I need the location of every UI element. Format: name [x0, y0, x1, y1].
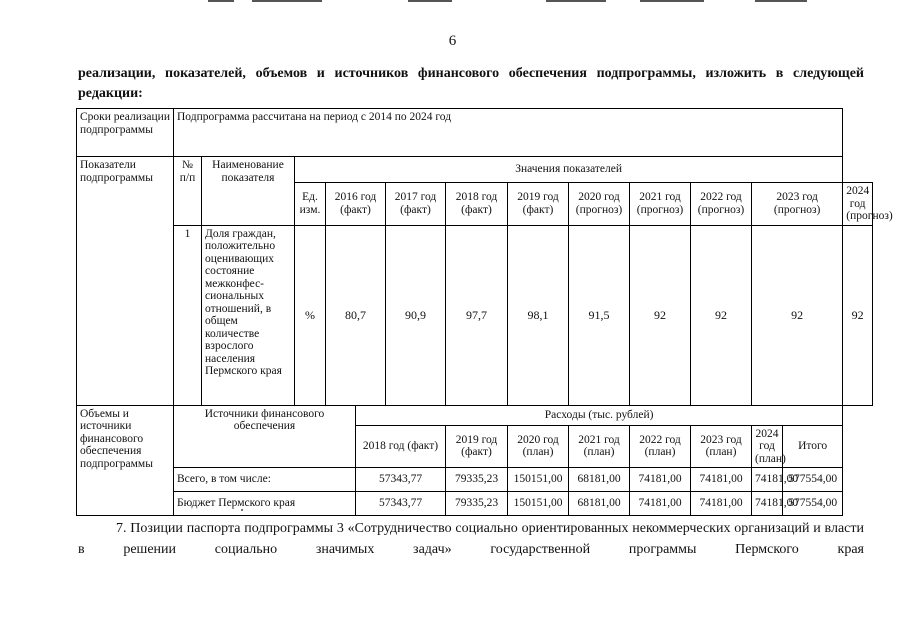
- finance-header-row: [77, 405, 873, 425]
- indicator-value: 98,1: [508, 225, 569, 405]
- indicator-value: 92: [691, 225, 752, 405]
- finance-value: 577554,00: [783, 492, 843, 516]
- finance-value: 150151,00: [508, 468, 569, 492]
- finance-value: 577554,00: [783, 468, 843, 492]
- bottom-paragraph: 7. Позиции паспорта подпрограммы 3 «Сотрудничество социально ориентированных некоммерческих организаций и власти в решении социально значимых задач» государственной программы Пермского края: [78, 521, 864, 557]
- finance-year-header: Итого: [783, 425, 843, 468]
- finance-value: 74181,00: [630, 492, 691, 516]
- finance-value: 74181,00: [752, 468, 783, 492]
- finance-year-header: 2020 год (план): [508, 425, 569, 468]
- finance-year-header: 2021 год (план): [569, 425, 630, 468]
- indicator-value: 92: [630, 225, 691, 405]
- scan-top-marks: [0, 0, 905, 3]
- finance-source: Всего, в том числе:: [174, 468, 356, 492]
- year-header: 2020 год (прогноз): [569, 183, 630, 226]
- values-header: Значения показателей: [295, 157, 843, 183]
- finance-label: Объемы и источники финансового обеспечения подпрограммы: [77, 405, 174, 516]
- year-header: 2024 год (прогноз): [843, 183, 873, 226]
- indicator-unit: %: [295, 225, 326, 405]
- expenses-header: Расходы (тыс. рублей): [356, 405, 843, 425]
- indicator-name: Доля граждан, положительно оценивающих состояние межконфес-сиональных отношений, в общем количестве взрослого населения Пермского края: [202, 225, 295, 405]
- indicator-value: 92: [843, 225, 873, 405]
- year-header: 2019 год (факт): [508, 183, 569, 226]
- finance-year-header: 2022 год (план): [630, 425, 691, 468]
- year-header: 2018 год (факт): [446, 183, 508, 226]
- unit-header: Ед. изм.: [295, 183, 326, 226]
- intro-paragraph: реализации, показателей, объемов и источников финансового обеспечения подпрограммы, изложить в следующей редакции:: [78, 66, 864, 101]
- year-header: 2022 год (прогноз): [691, 183, 752, 226]
- finance-source: Бюджет Пермского края: [174, 492, 356, 516]
- finance-value: 57343,77: [356, 468, 446, 492]
- finance-value: 68181,00: [569, 468, 630, 492]
- name-header: Наименование показателя: [202, 157, 295, 226]
- finance-year-header: 2024 год (план): [752, 425, 783, 468]
- page-number: 6: [448, 33, 457, 49]
- indicator-value: 92: [752, 225, 843, 405]
- indicators-header-row: [77, 157, 873, 183]
- finance-year-header: 2019 год (факт): [446, 425, 508, 468]
- finance-value: 79335,23: [446, 468, 508, 492]
- finance-value: 57343,77: [356, 492, 446, 516]
- finance-value: 150151,00: [508, 492, 569, 516]
- year-header: 2021 год (прогноз): [630, 183, 691, 226]
- indicator-value: 80,7: [326, 225, 386, 405]
- finance-year-header: 2018 год (факт): [356, 425, 446, 468]
- finance-value: 74181,00: [691, 468, 752, 492]
- terms-label: Сроки реализации подпрограммы: [77, 109, 174, 157]
- sources-header: Источники финансового обеспечения: [174, 405, 356, 468]
- finance-value: 74181,00: [752, 492, 783, 516]
- year-header: 2017 год (факт): [386, 183, 446, 226]
- finance-year-header: 2023 год (план): [691, 425, 752, 468]
- indicators-label: Показатели подпрограммы: [77, 157, 174, 406]
- terms-row: [77, 109, 873, 157]
- terms-value: Подпрограмма рассчитана на период с 2014 по 2024 год: [174, 109, 843, 157]
- indicator-value: 90,9: [386, 225, 446, 405]
- year-header: 2016 год (факт): [326, 183, 386, 226]
- year-header: 2023 год (прогноз): [752, 183, 843, 226]
- indicator-value: 97,7: [446, 225, 508, 405]
- finance-row-budget: [77, 492, 873, 516]
- num-header: № п/п: [174, 157, 202, 226]
- scan-dot: [241, 509, 243, 511]
- finance-row-total: [77, 468, 873, 492]
- indicator-value: 91,5: [569, 225, 630, 405]
- indicator-data-row: [77, 225, 873, 405]
- subprogram-passport-table: [76, 108, 893, 516]
- finance-value: 79335,23: [446, 492, 508, 516]
- finance-value: 68181,00: [569, 492, 630, 516]
- indicator-num: 1: [174, 225, 202, 405]
- finance-value: 74181,00: [691, 492, 752, 516]
- finance-value: 74181,00: [630, 468, 691, 492]
